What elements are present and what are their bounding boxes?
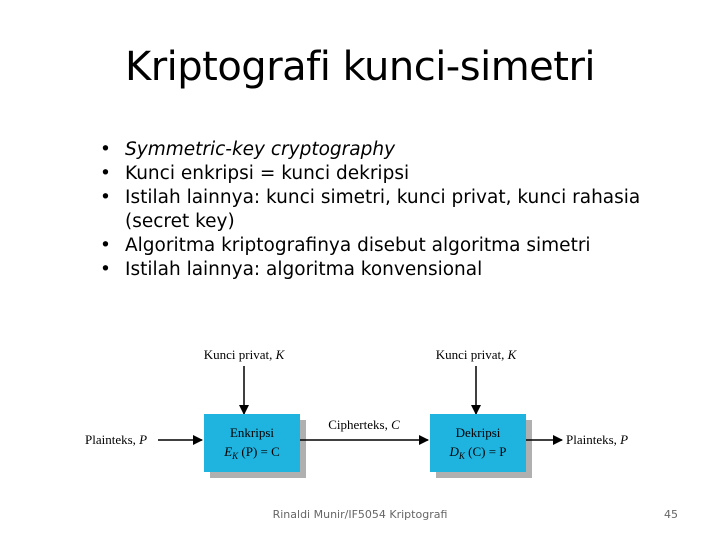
decrypt-formula: $D_K$ (C) = P [449,444,507,461]
bullet-text: Istilah lainnya: kunci simetri, kunci privat, kunci rahasia (secret key) [125,187,641,232]
key-right-label: Kunci privat, K [435,347,517,362]
slide-footer: Rinaldi Munir/IF5054 Kriptografi [272,508,448,521]
bullet-text: Algoritma kriptografinya disebut algoritma simetri [125,235,591,256]
decrypt-label: Dekripsi [455,425,501,440]
ciphertext-label: Cipherteks, C [328,417,400,432]
page-number: 45 [664,508,678,521]
bullet-text: Istilah lainnya: algoritma konvensional [125,259,483,280]
decrypt-box [430,414,526,472]
encrypt-label: Enkripsi [229,425,275,440]
encrypt-formula: $E_K$ (P) = C [224,444,280,461]
plaintext-in-label: Plainteks, P [85,432,148,447]
key-left-label: Kunci privat, K [203,347,285,362]
slide-title: Kriptografi kunci-simetri [124,44,596,90]
bullet-text: Kunci enkripsi = kunci dekripsi [125,163,410,184]
plaintext-out-label: Plainteks, P [566,432,629,447]
bullet-text: Symmetric-key cryptography [125,139,396,160]
encrypt-box [204,414,300,472]
